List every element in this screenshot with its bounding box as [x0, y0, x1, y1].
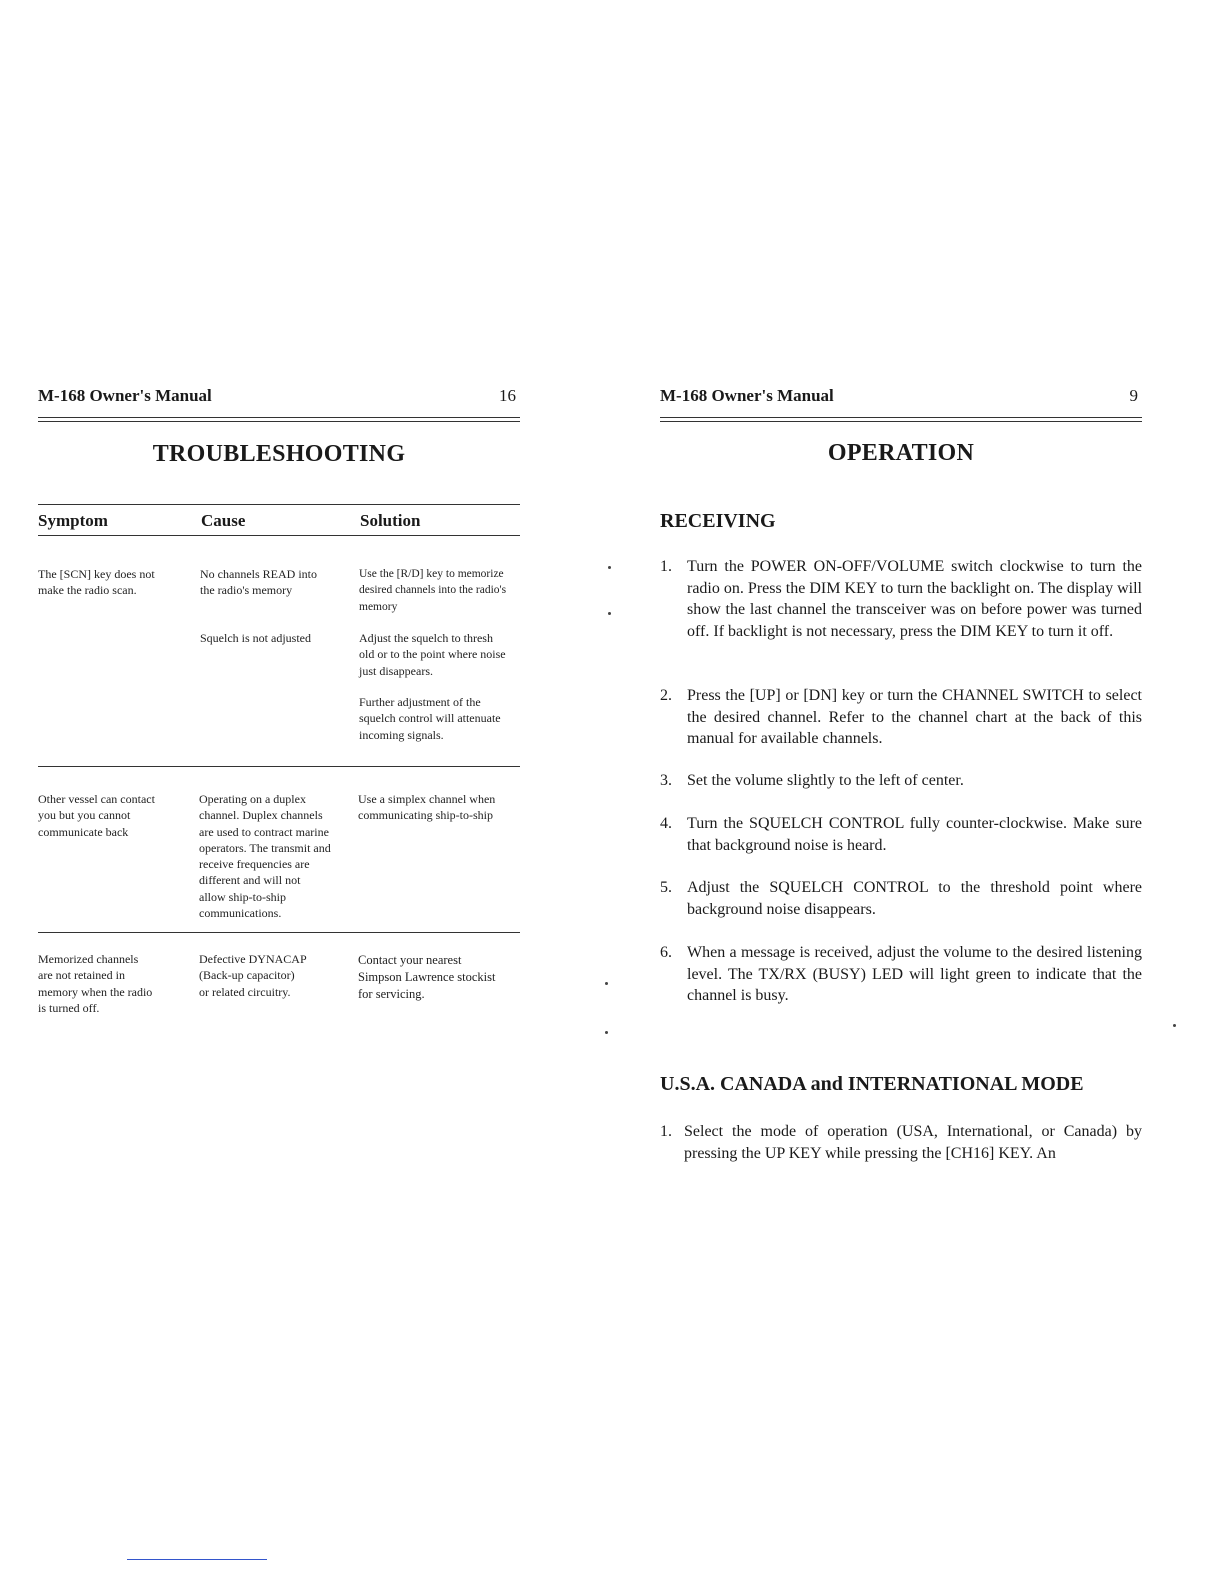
manual-title: M-168 Owner's Manual	[38, 386, 212, 405]
manual-title: M-168 Owner's Manual	[660, 386, 834, 405]
row-divider	[38, 766, 520, 767]
list-item: 5. Adjust the SQUELCH CONTROL to the threshold point where background noise disappears.	[660, 879, 1142, 918]
mode-title: U.S.A. CANADA and INTERNATIONAL MODE	[660, 1073, 1084, 1095]
table-cell-cause: Squelch is not adjusted	[200, 631, 311, 645]
table-cell-symptom: Other vessel can contact you but you cannot communicate back	[38, 792, 155, 839]
column-header-cause: Cause	[201, 511, 246, 530]
row-divider	[38, 932, 520, 933]
page-header	[38, 386, 520, 408]
list-item: 3. Set the volume slightly to the left of center.	[660, 772, 964, 789]
column-header-solution: Solution	[360, 511, 421, 530]
scan-speck	[605, 982, 608, 985]
page-header	[660, 386, 1142, 408]
table-cell-symptom: Memorized channels are not retained in memory when the radio is turned off.	[38, 952, 153, 1015]
table-cell-solution: Contact your nearest Simpson Lawrence stockist for servicing.	[358, 953, 496, 1001]
column-header-symptom: Symptom	[38, 511, 108, 530]
table-cell-cause: Defective DYNACAP (Back-up capacitor) or related circuitry.	[199, 952, 307, 999]
list-item: 1. Select the mode of operation (USA, International, or Canada) by pressing the UP KEY while pressing the [CH16] KEY. An	[660, 1123, 1142, 1162]
section-heading: TROUBLESHOOTING	[152, 441, 406, 467]
header-rule-top	[38, 417, 520, 418]
table-top-rule	[38, 504, 520, 505]
receiving-title: RECEIVING	[660, 510, 776, 532]
scan-speck	[608, 566, 611, 569]
header-rule-bottom	[38, 421, 520, 422]
list-item: 2. Press the [UP] or [DN] key or turn the CHANNEL SWITCH to select the desired channel. Refer to the channel chart at the back of this manual for available channels.	[660, 687, 1142, 747]
table-cell-solution: Use a simplex channel when communicating ship-to-ship	[358, 792, 496, 823]
list-item: 6. When a message is received, adjust the volume to the desired listening level. The TX/RX (BUSY) LED will light green to indicate that the channel is busy.	[660, 944, 1142, 1004]
table-header-rule	[38, 535, 520, 536]
page-number: 9	[1129, 386, 1138, 405]
table-cell-solution: Adjust the squelch to thresh old or to the point where noise just disappears.	[359, 631, 506, 678]
header-rule-top	[660, 417, 1142, 418]
scan-speck	[1173, 1024, 1176, 1027]
scan-line	[127, 1559, 267, 1560]
table-cell-solution-note: Further adjustment of the squelch control will attenuate incoming signals.	[359, 695, 501, 742]
table-cell-cause: No channels READ into the radio's memory	[200, 567, 317, 598]
list-item: 4. Turn the SQUELCH CONTROL fully counter-clockwise. Make sure that background noise is heard.	[660, 815, 1142, 854]
scan-speck	[605, 1031, 608, 1034]
page-number: 16	[499, 386, 516, 405]
table-cell-solution: Use the [R/D] key to memorize desired channels into the radio's memory	[359, 568, 507, 613]
table-cell-symptom: The [SCN] key does not make the radio scan.	[38, 567, 155, 598]
section-heading: OPERATION	[827, 440, 975, 466]
scan-speck	[608, 612, 611, 615]
table-cell-cause: Operating on a duplex channel. Duplex channels are used to contract marine operators. The transmit and receive frequencies are different and will not allow ship-to-ship communications.	[199, 792, 331, 921]
header-rule-bottom	[660, 421, 1142, 422]
list-item: 1. Turn the POWER ON-OFF/VOLUME switch clockwise to turn the radio on. Press the DIM KEY to turn the backlight on. The display will show the last channel the transceiver was on before power was turned off. If backlight is not necessary, press the DIM KEY to turn it off.	[660, 558, 1142, 640]
